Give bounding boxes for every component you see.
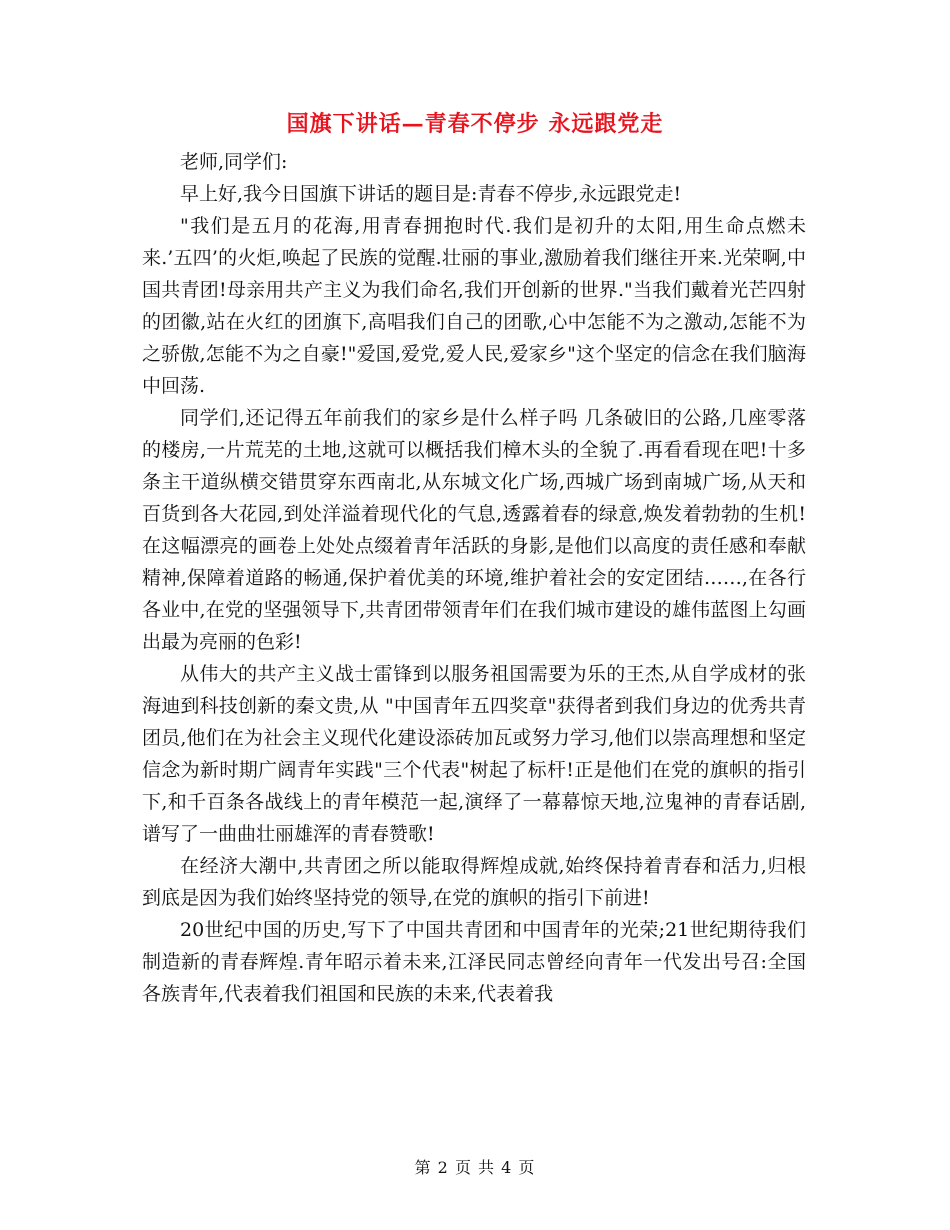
paragraph-century: 20世纪中国的历史,写下了中国共青团和中国青年的光荣;21世纪期待我们制造新的青春辉煌.青年昭示着未来,江泽民同志曾经向青年一代发出号召:全国各族青年,代表着我们祖国和民族的未来,代表着我 xyxy=(142,919,806,1005)
paragraph-quote: "我们是五月的花海,用青春拥抱时代.我们是初升的太阳,用生命点燃未来.’五四’的火炬,唤起了民族的觉醒.壮丽的事业,激励着我们继往开来.光荣啊,中国共青团!母亲用共产主义为我们命名,我们开创新的世界."当我们戴着光芒四射的团徽,站在火红的团旗下,高唱我们自己的团歌,心中怎能不为之激动,怎能不为之骄傲,怎能不为之自豪!"爱国,爱党,爱人民,爱家乡"这个坚定的信念在我们脑海中回荡. xyxy=(142,215,806,397)
paragraph-role-models: 从伟大的共产主义战士雷锋到以服务祖国需要为乐的王杰,从自学成材的张海迪到科技创新的秦文贵,从 "中国青年五四奖章"获得者到我们身边的优秀共青团员,他们在为社会主义现代化建设添砖加瓦或努力学习,他们以崇高理想和坚定信念为新时期广阔青年实践"三个代表"树起了标杆!正是他们在党的旗帜的指引下,和千百条各战线上的青年模范一起,演绎了一幕幕惊天地,泣鬼神的青春话剧,谱写了一曲曲壮丽雄浑的青春赞歌! xyxy=(142,663,806,845)
document-body xyxy=(142,146,806,1010)
paragraph-greeting: 老师,同学们: xyxy=(180,151,288,173)
paragraph-opening: 早上好,我今日国旗下讲话的题目是:青春不停步,永远跟党走! xyxy=(180,183,682,205)
document-title: 国旗下讲话—青春不停步 永远跟党走 xyxy=(286,111,664,137)
paragraph-hometown: 同学们,还记得五年前我们的家乡是什么样子吗 几条破旧的公路,几座零落的楼房,一片荒芜的土地,这就可以概括我们樟木头的全貌了.再看看现在吧!十多条主干道纵横交错贯穿东西南北,从东城文化广场,西城广场到南城广场,从天和百货到各大花园,到处洋溢着现代化的气息,透露着春的绿意,焕发着勃勃的生机!在这幅漂亮的画卷上处处点缀着青年活跃的身影,是他们以高度的责任感和奉献精神,保障着道路的畅通,保护着优美的环境,维护着社会的安定团结……,在各行各业中,在党的坚强领导下,共青团带领青年们在我们城市建设的雄伟蓝图上勾画出最为亮丽的色彩! xyxy=(142,407,806,653)
paragraph-party-leadership: 在经济大潮中,共青团之所以能取得辉煌成就,始终保持着青春和活力,归根到底是因为我们始终坚持党的领导,在党的旗帜的指引下前进! xyxy=(142,855,806,909)
page-number-footer: 第 2 页 共 4 页 xyxy=(414,1158,536,1177)
